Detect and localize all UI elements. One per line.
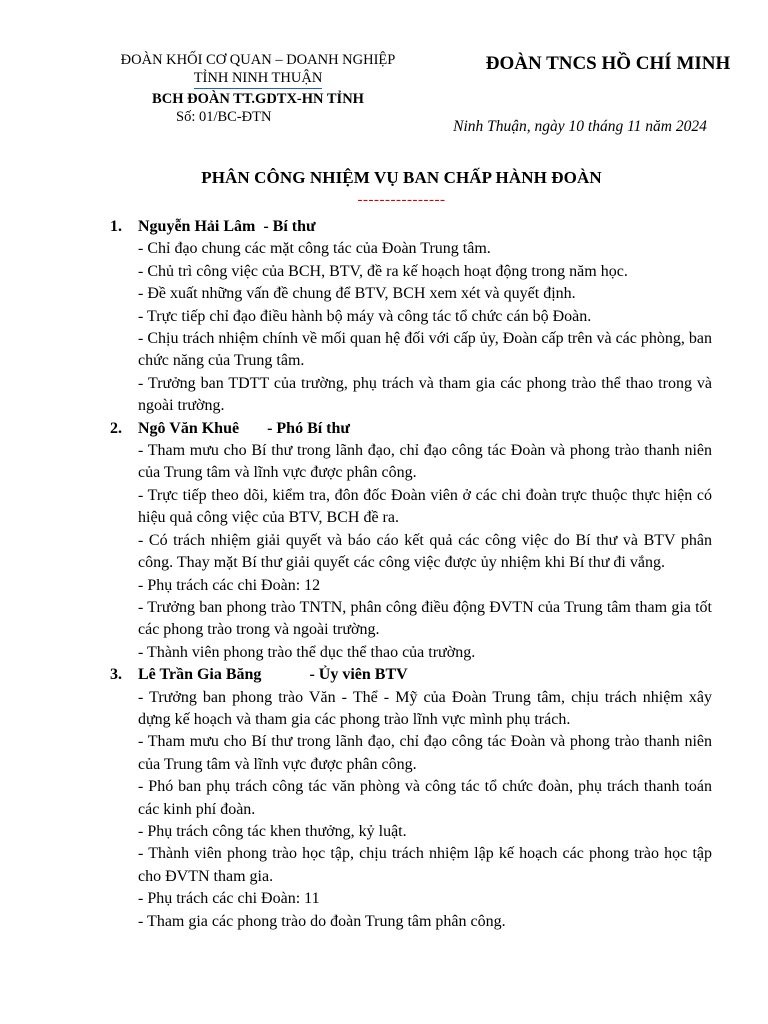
duty-item: - Chủ trì công việc của BCH, BTV, đề ra kế hoạch hoạt động trong năm học. — [138, 262, 628, 280]
duty-item: - Tham mưu cho Bí thư trong lãnh đạo, chỉ đạo công tác Đoàn và phong trào thanh niên của Trung tâm và lĩnh vực được phân công. — [138, 442, 712, 482]
duty-item: - Tham mưu cho Bí thư trong lãnh đạo, chỉ đạo công tác Đoàn và phong trào thanh niên của Trung tâm và lĩnh vực được phân công. — [138, 733, 712, 773]
member-number: 3. — [110, 666, 122, 684]
doc-number: Số: 01/BC-ĐTN — [176, 109, 272, 125]
members-list — [110, 216, 712, 933]
duty-item: - Phụ trách các chi Đoàn: 11 — [138, 890, 320, 908]
duty-item: - Phó ban phụ trách công tác văn phòng và công tác tổ chức đoàn, phụ trách thanh toán các kinh phí đoàn. — [138, 778, 712, 818]
member-heading — [110, 216, 712, 238]
duty-item: - Có trách nhiệm giải quyết và báo cáo kết quả các công việc do Bí thư và BTV phân công. Thay mặt Bí thư giải quyết các công việc được ủy nhiệm khi Bí thư đi vắng. — [138, 531, 712, 572]
member-role: - Bí thư — [263, 218, 316, 235]
duty-item: - Chỉ đạo chung các mặt công tác của Đoàn Trung tâm. — [138, 240, 491, 258]
member-role: - Ủy viên BTV — [309, 666, 408, 684]
document-title: PHÂN CÔNG NHIỆM VỤ BAN CHẤP HÀNH ĐOÀN — [201, 168, 602, 187]
date-line: Ninh Thuận, ngày 10 tháng 11 năm 2024 — [453, 118, 707, 135]
member-heading — [110, 664, 712, 686]
duty-item: - Chịu trách nhiệm chính về mối quan hệ đối với cấp ủy, Đoàn cấp trên và các phòng, ban chức năng của Trung tâm. — [138, 330, 712, 370]
duty-item: - Phụ trách công tác khen thưởng, kỷ luật. — [138, 822, 407, 840]
duty-item: - Trưởng ban phong trào TNTN, phân công điều động ĐVTN của Trung tâm tham gia tốt các phong trào trong và ngoài trường. — [138, 598, 712, 639]
duty-item: - Trưởng ban TDTT của trường, phụ trách và tham gia các phong trào thể thao trong và ngoài trường. — [138, 374, 712, 415]
org-right-title: ĐOÀN TNCS HỒ CHÍ MINH — [485, 53, 731, 74]
duty-item: - Thành viên phong trào học tập, chịu trách nhiệm lập kế hoạch các phong trào học tập cho ĐVTN tham gia. — [138, 845, 712, 885]
duty-item: - Trực tiếp chỉ đạo điều hành bộ máy và công tác tổ chức cán bộ Đoàn. — [138, 307, 592, 325]
duty-item: - Tham gia các phong trào do đoàn Trung tâm phân công. — [138, 912, 506, 930]
title-divider: ---------------- — [357, 192, 446, 208]
member-3 — [110, 664, 712, 933]
member-number: 1. — [110, 218, 122, 235]
member-role: - Phó Bí thư — [267, 419, 351, 437]
member-2 — [110, 418, 712, 664]
org-line-1: ĐOÀN KHỐI CƠ QUAN – DOANH NGHIỆP — [120, 52, 396, 68]
duty-item: - Thành viên phong trào thể dục thể thao của trường. — [138, 643, 476, 661]
member-heading — [110, 418, 712, 440]
member-name: Ngô Văn Khuê — [138, 419, 240, 437]
member-1 — [110, 216, 712, 418]
duty-item: - Đề xuất những vấn đề chung để BTV, BCH xem xét và quyết định. — [138, 285, 576, 303]
org-line-3: BCH ĐOÀN TT.GDTX-HN TỈNH — [152, 91, 364, 107]
org-line-2: TỈNH NINH THUẬN — [194, 69, 323, 89]
member-name: Nguyễn Hải Lâm — [138, 218, 256, 235]
duty-item: - Trưởng ban phong trào Văn - Thể - Mỹ của Đoàn Trung tâm, chịu trách nhiệm xây dựng kế hoạch và tham gia các phong trào lĩnh vực mình phụ trách. — [138, 688, 712, 728]
duty-item: - Phụ trách các chi Đoàn: 12 — [138, 576, 321, 594]
member-name: Lê Trần Gia Băng — [138, 666, 262, 684]
header-left-block — [88, 51, 428, 126]
member-number: 2. — [110, 419, 122, 437]
duty-item: - Trực tiếp theo dõi, kiểm tra, đôn đốc Đoàn viên ở các chi đoàn trực thuộc thực hiện có hiệu quả công việc của BTV, BCH đề ra. — [138, 486, 712, 527]
